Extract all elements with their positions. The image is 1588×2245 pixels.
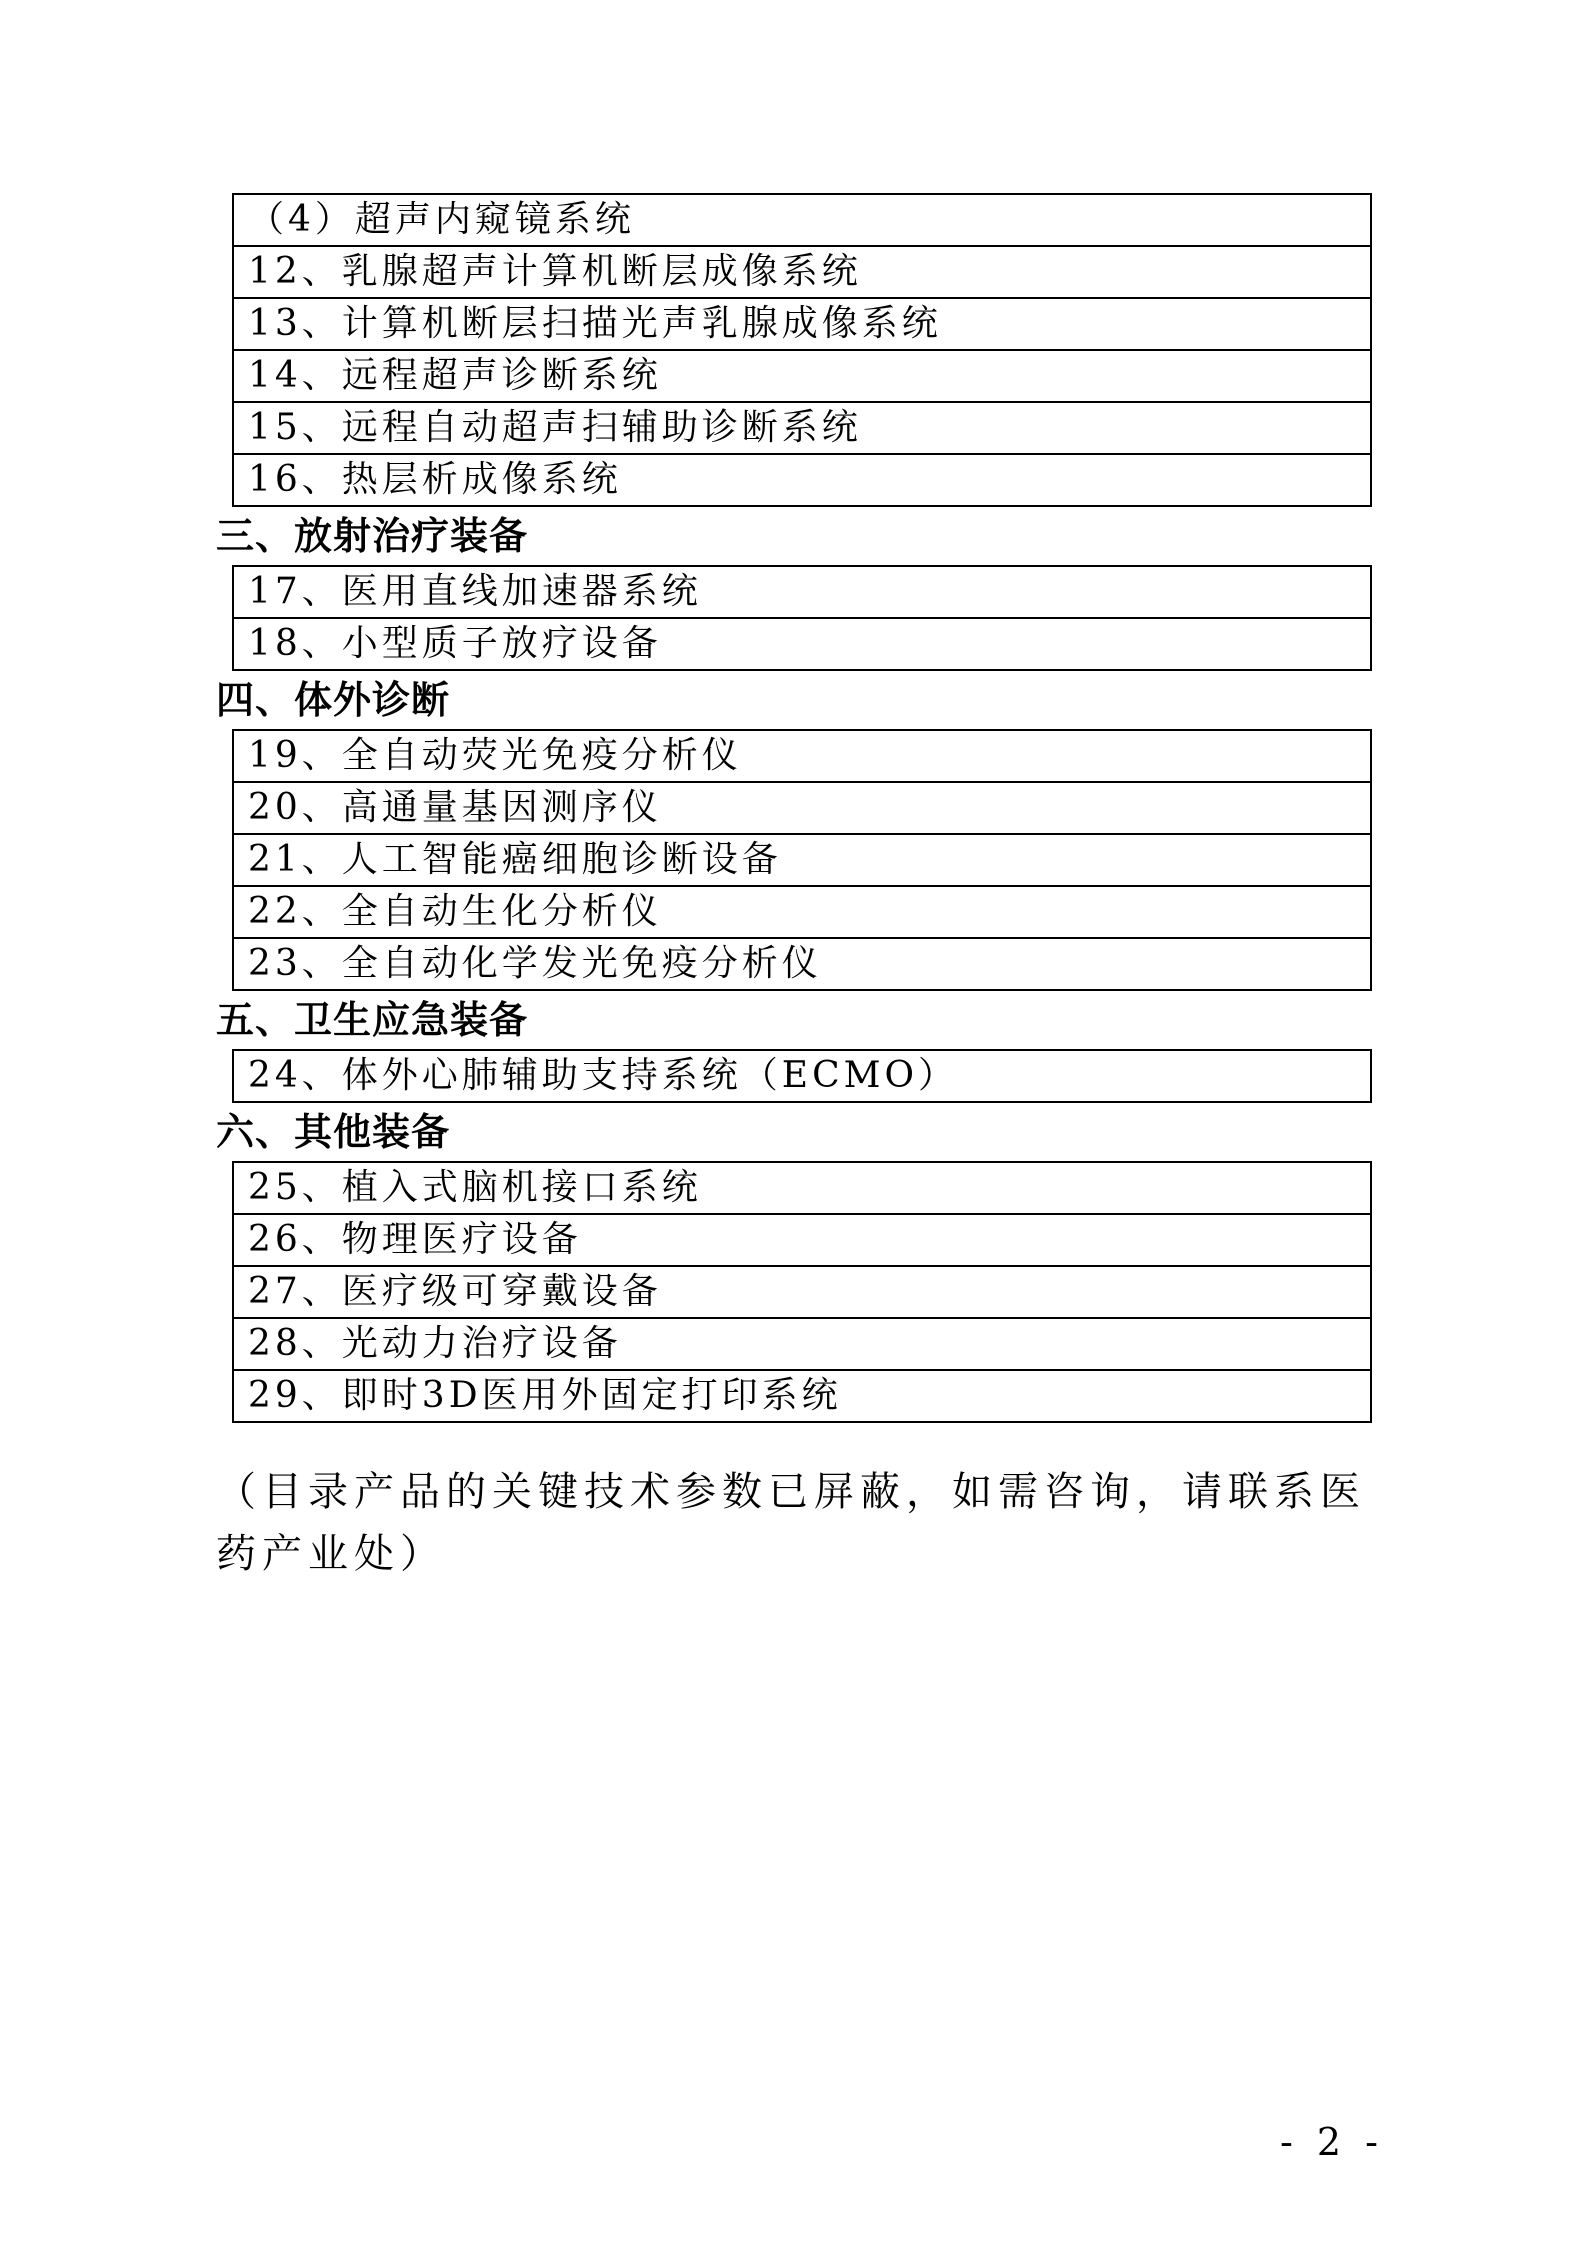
section-heading-other: 六、其他装备 [216,1110,451,1154]
catalog-table-other [232,1161,1372,1423]
catalog-item: 17、医用直线加速器系统 [233,566,1371,618]
catalog-item: 21、人工智能癌细胞诊断设备 [233,834,1371,886]
catalog-table-continuation [232,193,1372,507]
table-row [233,618,1371,670]
table-row [233,194,1371,246]
page-number: - 2 - [1280,2120,1385,2164]
catalog-item: 16、热层析成像系统 [233,454,1371,506]
table-row [233,566,1371,618]
table-row [233,1266,1371,1318]
table-row [233,402,1371,454]
catalog-table-emergency [232,1049,1372,1103]
catalog-item: 20、高通量基因测序仪 [233,782,1371,834]
catalog-item: 19、全自动荧光免疫分析仪 [233,730,1371,782]
catalog-item: （4）超声内窥镜系统 [233,194,1371,246]
section-heading-emergency: 五、卫生应急装备 [216,998,529,1042]
table-row [233,454,1371,506]
table-row [233,246,1371,298]
document-content [216,193,1372,1585]
catalog-item: 29、即时3D医用外固定打印系统 [233,1370,1371,1422]
section-heading-ivd: 四、体外诊断 [216,678,451,722]
table-row [233,834,1371,886]
catalog-item: 28、光动力治疗设备 [233,1318,1371,1370]
catalog-table-radiotherapy [232,565,1372,671]
table-row [233,1318,1371,1370]
footnote: （目录产品的关键技术参数已屏蔽，如需咨询，请联系医药产业处） [216,1469,1366,1577]
catalog-item: 22、全自动生化分析仪 [233,886,1371,938]
catalog-item: 15、远程自动超声扫辅助诊断系统 [233,402,1371,454]
table-row [233,298,1371,350]
table-row [233,350,1371,402]
catalog-item: 24、体外心肺辅助支持系统（ECMO） [233,1050,1371,1102]
catalog-item: 27、医疗级可穿戴设备 [233,1266,1371,1318]
table-row [233,886,1371,938]
table-row [233,1370,1371,1422]
table-row [233,730,1371,782]
catalog-item: 26、物理医疗设备 [233,1214,1371,1266]
table-row [233,1214,1371,1266]
table-row [233,938,1371,990]
section-heading-radiotherapy: 三、放射治疗装备 [216,514,529,558]
catalog-item: 18、小型质子放疗设备 [233,618,1371,670]
catalog-item: 13、计算机断层扫描光声乳腺成像系统 [233,298,1371,350]
table-row [233,782,1371,834]
catalog-item: 14、远程超声诊断系统 [233,350,1371,402]
table-row [233,1050,1371,1102]
catalog-table-ivd [232,729,1372,991]
catalog-item: 25、植入式脑机接口系统 [233,1162,1371,1214]
table-row [233,1162,1371,1214]
catalog-item: 23、全自动化学发光免疫分析仪 [233,938,1371,990]
catalog-item: 12、乳腺超声计算机断层成像系统 [233,246,1371,298]
